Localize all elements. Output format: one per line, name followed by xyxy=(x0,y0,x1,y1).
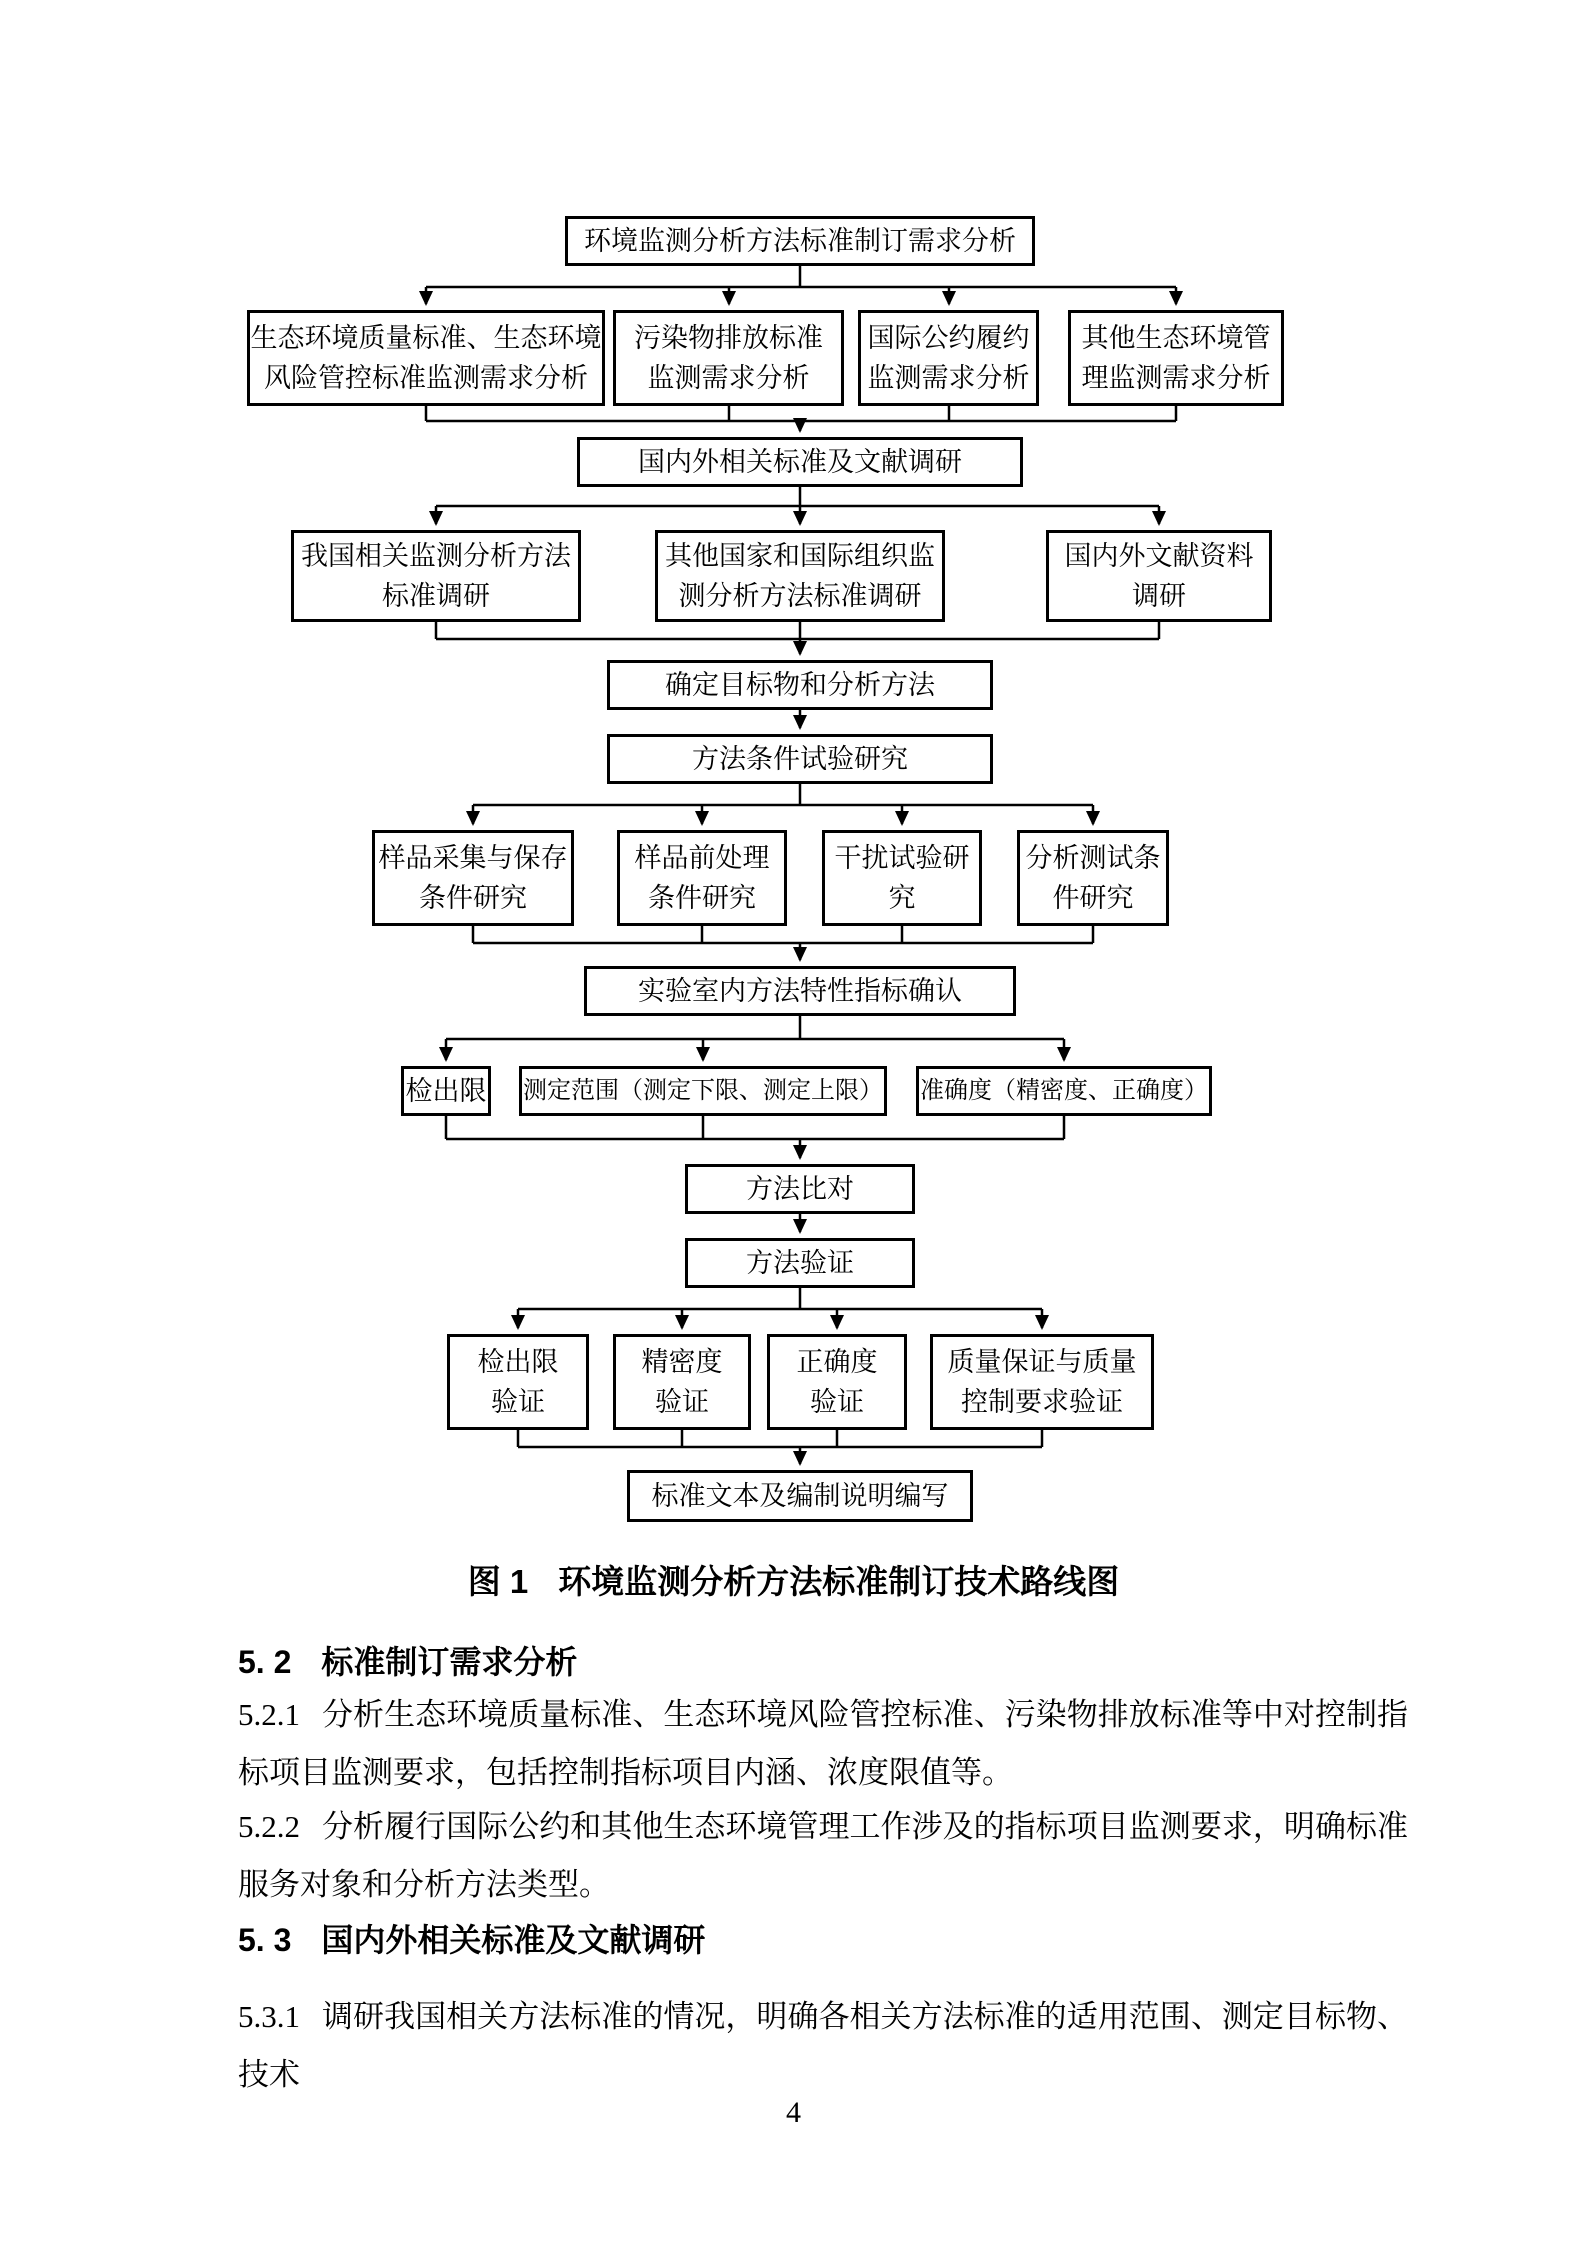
paragraph-text: 分析履行国际公约和其他生态环境管理工作涉及的指标项目监测要求，明确标准服务对象和分析方法类型。 xyxy=(238,1809,1408,1902)
section-title: 国内外相关标准及文献调研 xyxy=(321,1922,706,1958)
node-label: 正确度 xyxy=(796,1347,878,1377)
node-label: 验证 xyxy=(655,1387,709,1417)
flowchart-node-lab-characteristics xyxy=(584,966,1016,1016)
node-label: 精密度 xyxy=(641,1347,723,1377)
flowchart-node-lod-verification xyxy=(447,1334,589,1430)
connector-line xyxy=(446,1016,1064,1039)
flowchart-node-emission-standard xyxy=(613,310,844,406)
figure-caption-title: 环境监测分析方法标准制订技术路线图 xyxy=(558,1563,1120,1600)
node-label: 我国相关监测分析方法 xyxy=(301,541,571,571)
node-label: 其他国家和国际组织监 xyxy=(665,541,935,571)
connector-line xyxy=(518,1430,1042,1447)
node-label: 方法验证 xyxy=(746,1248,854,1278)
node-label: 监测需求分析 xyxy=(647,363,810,393)
flowchart-node-other-management xyxy=(1068,310,1284,406)
node-label: 确定目标物和分析方法 xyxy=(665,670,935,700)
flowchart-node-measurement-range xyxy=(519,1066,887,1116)
node-label: 方法条件试验研究 xyxy=(692,744,908,774)
node-label: 样品前处理 xyxy=(634,843,770,873)
connector-line xyxy=(426,406,1176,421)
flowchart-node-method-comparison xyxy=(685,1164,915,1214)
flowchart-node-demand-analysis xyxy=(565,216,1035,266)
section-heading-5-2 xyxy=(238,1637,1408,1683)
connector-line xyxy=(426,266,1176,287)
flowchart-node-document-materials xyxy=(1046,530,1272,622)
figure-caption-label: 图 1 xyxy=(467,1563,529,1600)
node-label: 国内外相关标准及文献调研 xyxy=(638,447,962,477)
flowchart-node-analysis-conditions xyxy=(1017,830,1169,926)
node-label: 标准文本及编制说明编写 xyxy=(651,1481,949,1511)
paragraph-5-2-1 xyxy=(238,1686,1408,1802)
flowchart-node-convention xyxy=(858,310,1039,406)
node-label: 方法比对 xyxy=(746,1174,854,1204)
flowchart-node-quality-standard xyxy=(247,310,605,406)
flowchart-node-precision-verification xyxy=(613,1334,751,1430)
paragraph-text: 分析生态环境质量标准、生态环境风险管控标准、污染物排放标准等中对控制指标项目监测要求，包括控制指标项目内涵、浓度限值等。 xyxy=(238,1697,1408,1790)
page-number: 4 xyxy=(786,2096,801,2129)
flowchart-node-detection-limit xyxy=(401,1066,491,1116)
node-label: 控制要求验证 xyxy=(961,1387,1123,1417)
flowchart-node-pretreatment xyxy=(617,830,787,926)
section-title: 标准制订需求分析 xyxy=(321,1644,578,1680)
connector-line xyxy=(436,487,1159,506)
paragraph-number: 5.2.2 xyxy=(238,1809,300,1844)
node-label: 风险管控标准监测需求分析 xyxy=(264,363,588,393)
paragraph-number: 5.2.1 xyxy=(238,1697,300,1732)
flowchart-node-method-condition-test xyxy=(607,734,993,784)
node-label: 测分析方法标准调研 xyxy=(678,581,922,611)
paragraph-5-3-1 xyxy=(238,1988,1408,2104)
node-label: 环境监测分析方法标准制订需求分析 xyxy=(584,226,1016,256)
node-label: 调研 xyxy=(1132,581,1186,611)
connector-line xyxy=(473,926,1093,943)
section-number: 5. 3 xyxy=(238,1922,292,1958)
node-label: 准确度（精密度、正确度） xyxy=(920,1078,1208,1104)
node-label: 监测需求分析 xyxy=(867,363,1030,393)
paragraph-number: 5.3.1 xyxy=(238,1999,300,2034)
flowchart-node-sampling-preservation xyxy=(372,830,574,926)
paragraph-5-2-2 xyxy=(238,1798,1408,1914)
flowchart-node-accuracy xyxy=(916,1066,1212,1116)
flowchart-node-method-validation xyxy=(685,1238,915,1288)
node-label: 条件研究 xyxy=(648,883,756,913)
connector-line xyxy=(473,784,1093,805)
node-label: 验证 xyxy=(810,1387,864,1417)
paragraph-text: 调研我国相关方法标准的情况，明确各相关方法标准的适用范围、测定目标物、技术 xyxy=(238,1999,1408,2092)
flowchart-node-domestic-standards xyxy=(291,530,581,622)
node-label: 条件研究 xyxy=(419,883,527,913)
connector-line xyxy=(446,1116,1064,1139)
node-label: 干扰试验研 xyxy=(834,843,970,873)
node-label: 分析测试条 xyxy=(1025,843,1161,873)
flowchart-node-standard-drafting xyxy=(627,1470,973,1522)
node-label: 测定范围（测定下限、测定上限） xyxy=(523,1078,883,1104)
flowchart-node-interference-test xyxy=(822,830,982,926)
flowchart-node-determine-target xyxy=(607,660,993,710)
flowchart-node-trueness-verification xyxy=(767,1334,907,1430)
node-label: 实验室内方法特性指标确认 xyxy=(638,976,962,1006)
flowchart-node-literature-survey xyxy=(577,437,1023,487)
node-label: 生态环境质量标准、生态环境 xyxy=(250,323,602,353)
node-label: 验证 xyxy=(491,1387,545,1417)
connector-line xyxy=(436,622,1159,639)
node-label: 理监测需求分析 xyxy=(1081,363,1271,393)
node-label: 件研究 xyxy=(1052,883,1134,913)
node-label: 污染物排放标准 xyxy=(634,323,823,353)
node-label: 质量保证与质量 xyxy=(947,1347,1137,1377)
node-label: 标准调研 xyxy=(382,581,490,611)
node-label: 其他生态环境管 xyxy=(1081,323,1271,353)
flowchart-node-international-standards xyxy=(655,530,945,622)
node-label: 国内外文献资料 xyxy=(1064,541,1254,571)
node-label: 国际公约履约 xyxy=(867,323,1030,353)
node-label: 样品采集与保存 xyxy=(378,843,568,873)
section-heading-5-3 xyxy=(238,1915,1408,1961)
connector-line xyxy=(518,1288,1042,1309)
node-label: 检出限 xyxy=(477,1347,559,1377)
node-label: 究 xyxy=(888,883,916,913)
flowchart-node-qaqc-verification xyxy=(930,1334,1154,1430)
figure-caption xyxy=(0,1556,1587,1603)
node-label: 检出限 xyxy=(405,1076,487,1106)
section-number: 5. 2 xyxy=(238,1644,292,1680)
